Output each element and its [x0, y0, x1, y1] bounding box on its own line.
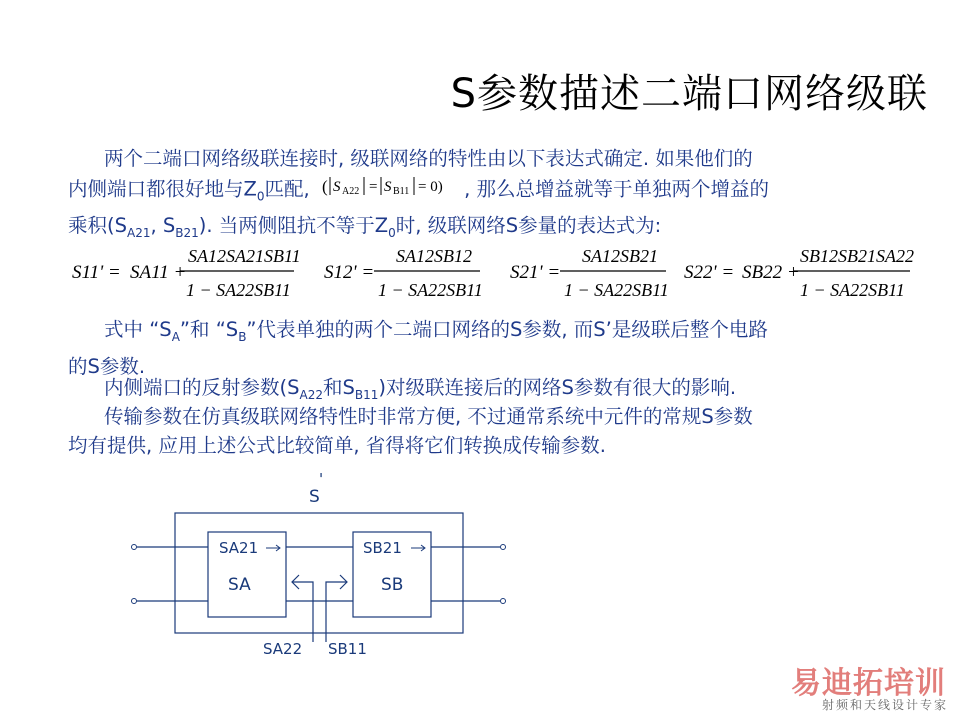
- eq-s: S: [383, 179, 392, 195]
- p1-sub: B21: [175, 226, 199, 241]
- eq-lhs: S11' =: [72, 262, 121, 283]
- eq-term: SA11 +: [130, 262, 187, 283]
- p4-line2: 均有提供, 应用上述公式比较简单, 省得将它们转换成传输参数.: [68, 434, 606, 457]
- p1-text: 匹配,: [264, 177, 310, 201]
- p2-text: ”和 “S: [179, 318, 239, 341]
- svg-text:=: =: [368, 179, 378, 195]
- eq-sub: B11: [392, 186, 410, 197]
- p1-line1: 两个二端口网络级联连接时, 级联网络的特性由以下表达式确定. 如果他们的: [104, 147, 753, 170]
- p1-sub: A21: [127, 226, 151, 241]
- eq-denominator: 1 − SA22SB11: [186, 280, 291, 300]
- p2-sub: B: [238, 329, 247, 344]
- sb11-label: SB11: [328, 640, 367, 658]
- eq-numerator: SA12SB12: [396, 246, 472, 266]
- paragraph-cascade-intro: [68, 144, 908, 248]
- box-a-name: SA: [228, 575, 251, 595]
- p3-sub: A22: [299, 387, 323, 402]
- watermark-main-text: 易迪拓培训: [791, 666, 946, 701]
- sa21-arrow-icon: [266, 545, 280, 551]
- equation-s11: [72, 246, 301, 300]
- eq-lhs: S22' =: [684, 262, 735, 283]
- p1-text: , 那么总增益就等于单独两个增益的: [464, 177, 770, 201]
- eq-rhs: = 0): [417, 179, 443, 195]
- eq-numerator: SA12SA21SB11: [188, 246, 301, 266]
- p1-sub: 0: [388, 226, 396, 241]
- equation-s21: [510, 246, 669, 300]
- p1-text: 内侧端口都很好地与Z: [68, 177, 257, 201]
- port-left-bottom: [132, 599, 137, 604]
- port-right-top: [501, 545, 506, 550]
- port-left-top: [132, 545, 137, 550]
- cascade-equations: [70, 240, 920, 306]
- equation-s22: [684, 246, 914, 300]
- p2-text: ”代表单独的两个二端口网络的S参数, 而S’是级联后整个电路: [246, 318, 768, 341]
- sb11-reflection-arrow-icon: [326, 575, 347, 642]
- sb21-arrow-icon: [411, 545, 425, 551]
- p2-text: 式中 “S: [104, 318, 172, 341]
- port-right-bottom: [501, 599, 506, 604]
- outer-prime-mark: ': [319, 470, 324, 488]
- cascade-diagram: [125, 470, 525, 670]
- p4-line1: 传输参数在仿真级联网络特性时非常方便, 不过通常系统中元件的常规S参数: [104, 405, 753, 428]
- p3-sub: B11: [354, 387, 379, 402]
- eq-numerator: SA12SB21: [582, 246, 658, 266]
- p2-line1: [68, 315, 908, 352]
- outer-s-label: S: [309, 487, 320, 507]
- svg-text:(: (: [321, 177, 328, 196]
- p1-text: 时, 级联网络S参量的表达式为:: [395, 214, 662, 238]
- eq-sub: A22: [341, 186, 360, 197]
- sa22-label: SA22: [263, 640, 303, 658]
- p1-line2: [68, 173, 908, 211]
- eq-denominator: 1 − SA22SB11: [378, 280, 483, 300]
- equation-s12: [324, 246, 483, 300]
- eq-lhs: S21' =: [510, 262, 561, 283]
- eq-term: SB22 +: [742, 262, 800, 283]
- match-condition-equation: [322, 173, 452, 207]
- box-b-name: SB: [381, 575, 404, 595]
- p3-text: 和S: [322, 376, 355, 399]
- sa22-reflection-arrow-icon: [292, 575, 313, 642]
- watermark-sub-text: 射频和天线设计专家: [821, 698, 948, 712]
- p1-text: , S: [150, 214, 176, 238]
- p2-sub: A: [171, 329, 180, 344]
- p2-line2: 的S参数.: [68, 354, 146, 378]
- p1-sub: 0: [256, 189, 265, 204]
- paragraph-transmission: [68, 402, 908, 460]
- eq-s: S: [332, 179, 341, 195]
- paragraph-notation: [68, 315, 908, 381]
- p3-text: )对级联连接后的网络S参数有很大的影响.: [378, 376, 737, 399]
- eq-denominator: 1 − SA22SB11: [564, 280, 669, 300]
- box-b-sb21-label: SB21: [363, 539, 402, 557]
- eq-numerator: SB12SB21SA22: [800, 246, 914, 266]
- box-a-sa21-label: SA21: [219, 539, 259, 557]
- eq-denominator: 1 − SA22SB11: [800, 280, 905, 300]
- p3-text: 内侧端口的反射参数(S: [104, 376, 300, 399]
- slide-title: S参数描述二端口网络级联: [450, 71, 928, 117]
- outer-network-box: [175, 513, 463, 633]
- p1-text: 乘积(S: [68, 214, 127, 238]
- eq-lhs: S12' =: [324, 262, 375, 283]
- p1-text: ). 当两侧阻抗不等于Z: [198, 214, 389, 238]
- watermark-logo: [790, 658, 950, 714]
